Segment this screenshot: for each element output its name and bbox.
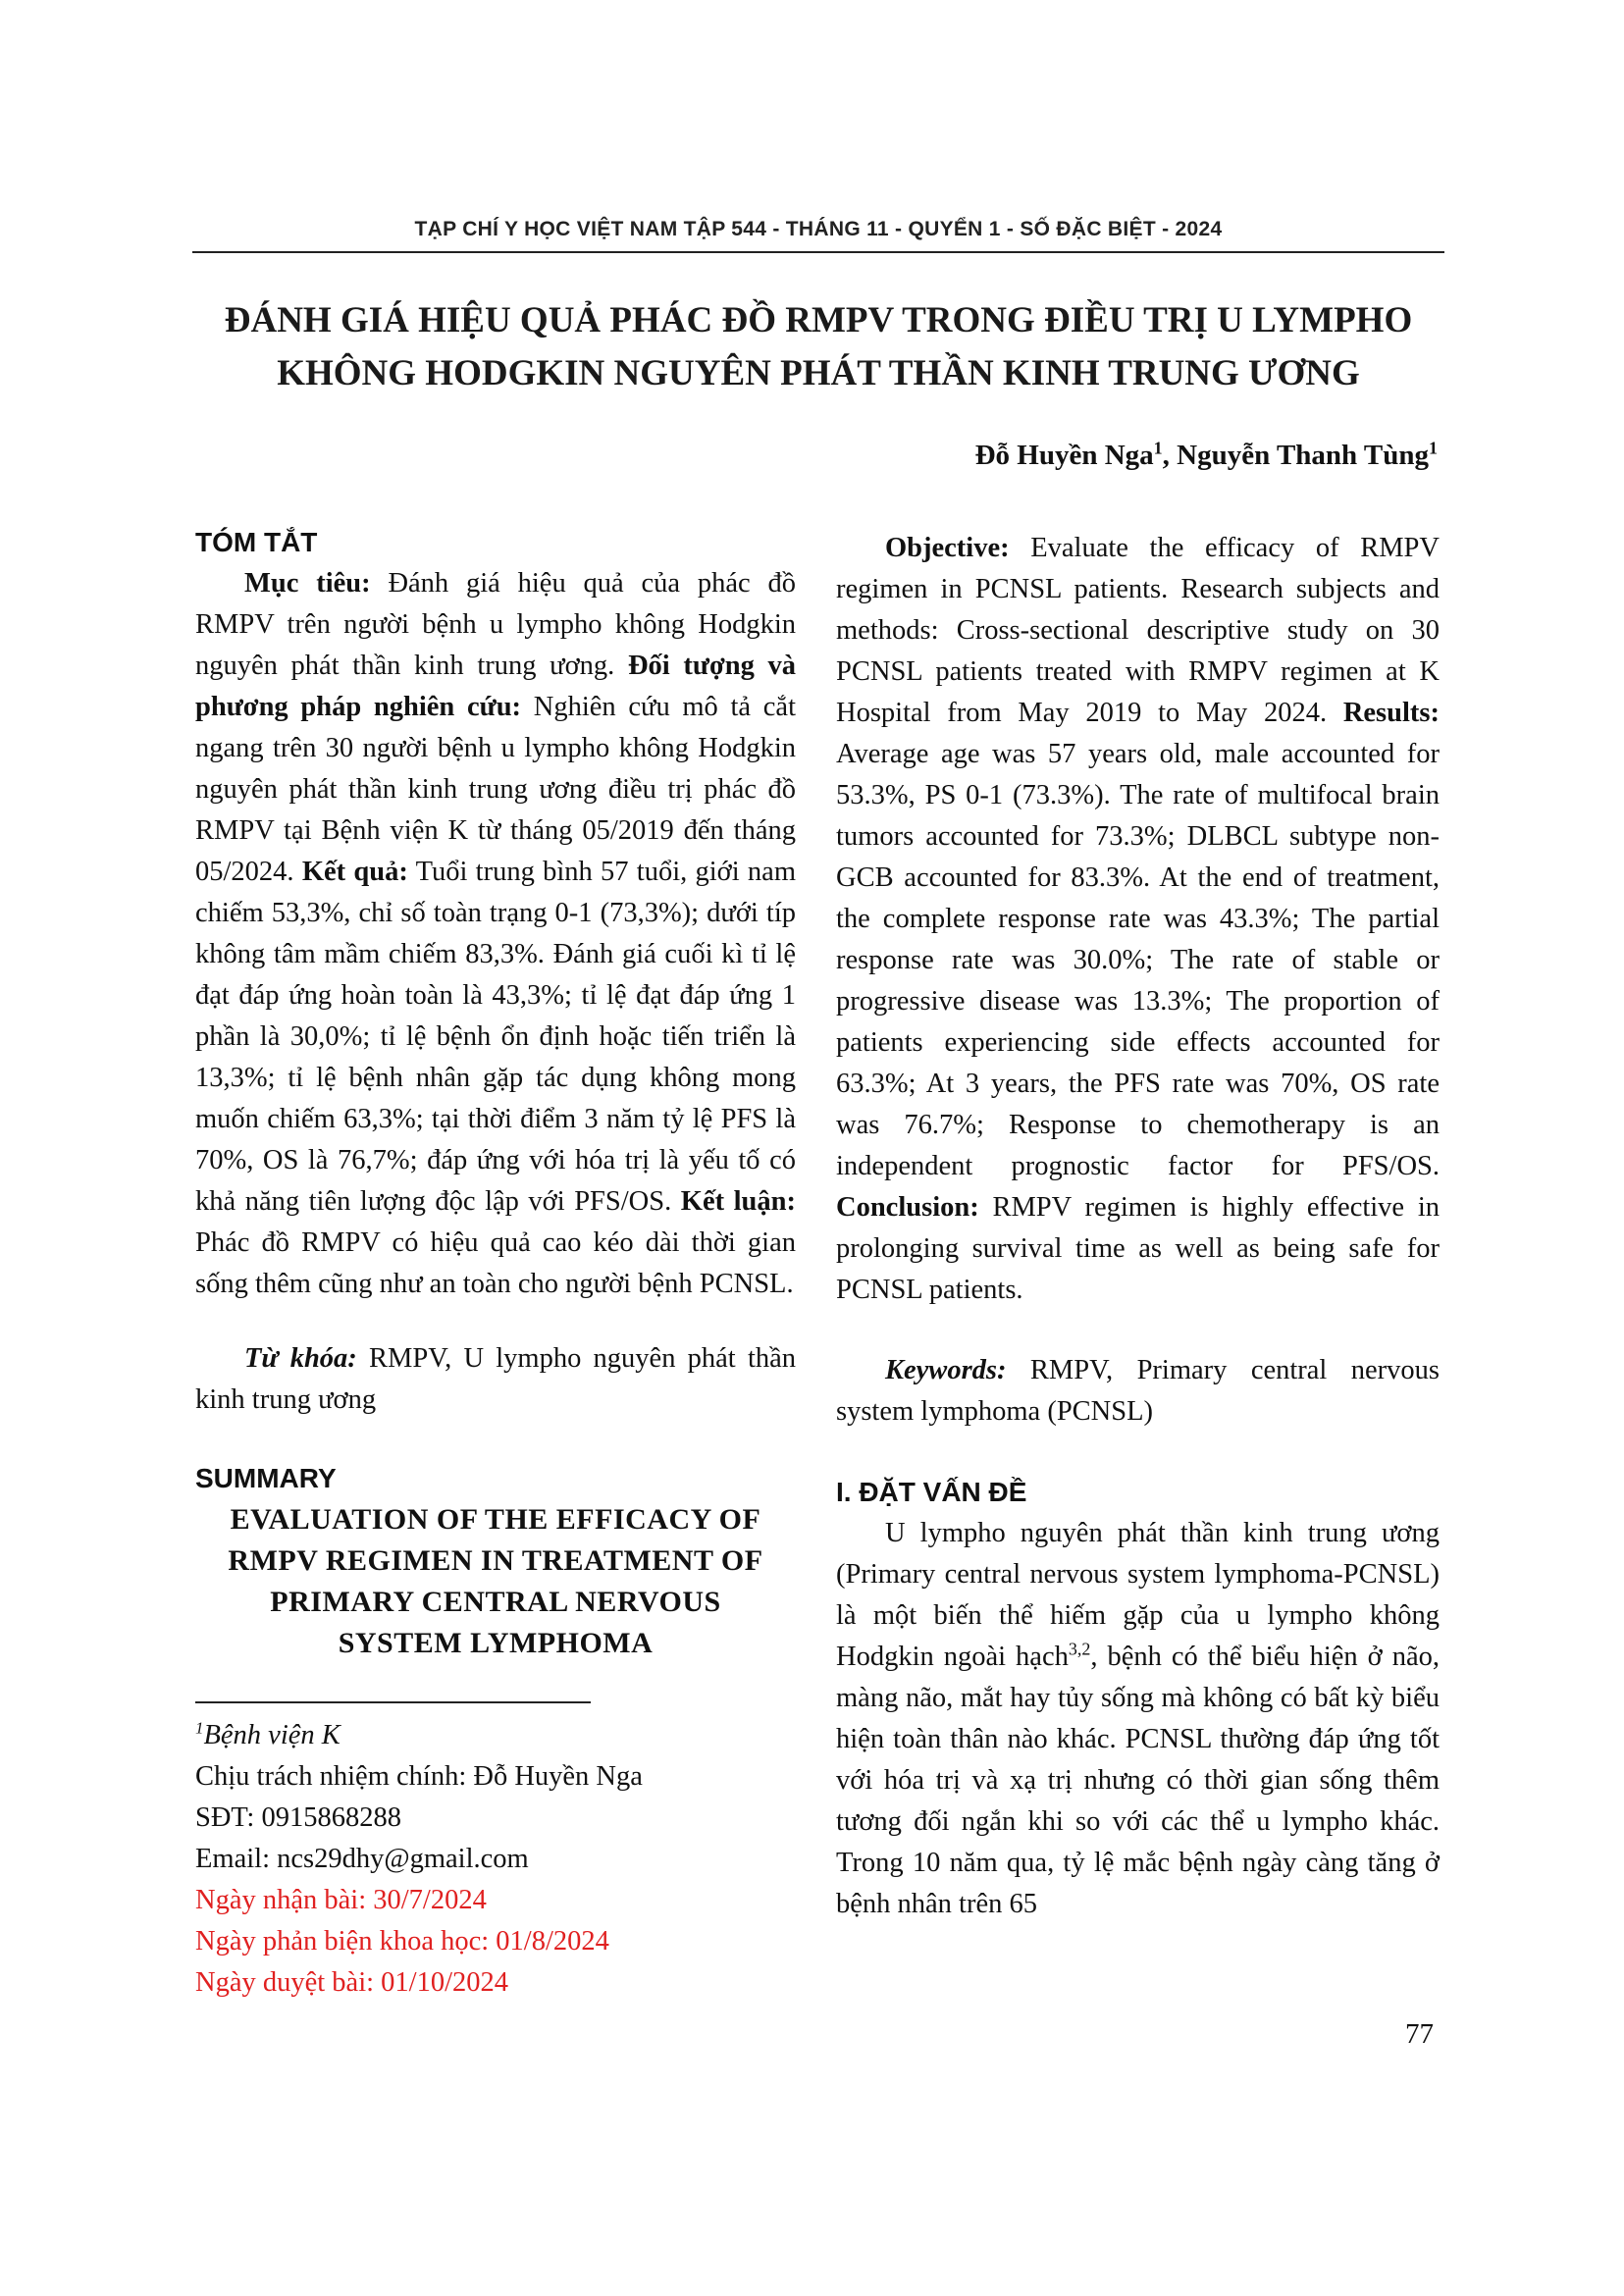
summary-title-line-1: EVALUATION OF THE EFFICACY OF <box>230 1503 761 1536</box>
summary-heading: SUMMARY <box>195 1463 337 1493</box>
tu-khoa-paragraph <box>195 1338 796 1421</box>
title-line-2: KHÔNG HODGKIN NGUYÊN PHÁT THẦN KINH TRUNG ƯƠNG <box>277 353 1360 393</box>
footnote-rule <box>195 1701 591 1703</box>
summary-title-line-4: SYSTEM LYMPHOMA <box>338 1627 654 1659</box>
journal-header: TẠP CHÍ Y HỌC VIỆT NAM TẬP 544 - THÁNG 11 - QUYỂN 1 - SỐ ĐẶC BIỆT - 2024 <box>414 218 1223 240</box>
summary-title-line-2: RMPV REGIMEN IN TREATMENT OF <box>228 1544 763 1577</box>
conclusion-text: RMPV regimen is highly effective in prolonging survival time as well as being safe for PCNSL patients. <box>836 1192 1440 1305</box>
header-rule <box>192 251 1444 253</box>
footnote-affil-text: Bệnh viện K <box>203 1720 341 1750</box>
section-1-text-b: , bệnh có thể biểu hiện ở não, màng não, mắt hay tủy sống mà không có bất kỳ biểu hiện toàn thân nào khác. PCNSL thường đáp ứng tốt với hóa trị và xạ trị nhưng có thời gian sống thêm tương đối ngắn khi so với các thể u lympho khác. Trong 10 năm qua, tỷ lệ mắc bệnh ngày càng tăng ở bệnh nhân trên 65 <box>836 1642 1440 1919</box>
keywords-paragraph <box>836 1350 1440 1433</box>
results-label: Results: <box>1342 698 1440 728</box>
author-2: Nguyễn Thanh Tùng <box>1177 440 1429 471</box>
article-title <box>192 294 1444 400</box>
tu-khoa-text: RMPV, U lympho nguyên phát thần kinh trung ương <box>195 1343 797 1415</box>
keywords-label: Keywords: <box>885 1355 1007 1385</box>
doi-tuong-label: Đối tượng và phương pháp nghiên cứu: <box>195 651 796 722</box>
author-sep: , <box>1162 440 1178 471</box>
tom-tat-heading: TÓM TẮT <box>195 527 318 557</box>
footnote-received: Ngày nhận bài: 30/7/2024 <box>195 1885 487 1915</box>
footnote-affiliation <box>195 1715 341 1756</box>
section-1-ref: 3,2 <box>1068 1639 1091 1659</box>
footnote-email: Email: ncs29dhy@gmail.com <box>195 1844 529 1874</box>
doi-tuong-text: Nghiên cứu mô tả cắt ngang trên 30 người bệnh u lympho không Hodgkin nguyên phát thần kinh trung ương điều trị phác đồ RMPV tại Bệnh viện K từ tháng 05/2019 đến tháng 05/2024. <box>195 692 796 887</box>
section-1-heading: I. ĐẶT VẤN ĐỀ <box>836 1477 1027 1507</box>
footnote-corresponding: Chịu trách nhiệm chính: Đỗ Huyền Nga <box>195 1761 643 1792</box>
objective-text: Evaluate the efficacy of RMPV regimen in PCNSL patients. Research subjects and methods: Cross-sectional descriptive study on 30 PCNSL patients treated with RMPV regimen at K Hospital from May 2019 to May 2024. <box>836 533 1440 728</box>
summary-abstract-paragraph <box>836 528 1440 1311</box>
results-text: Average age was 57 years old, male accounted for 53.3%, PS 0-1 (73.3%). The rate of multifocal brain tumors accounted for 73.3%; DLBCL subtype non-GCB accounted for 83.3%. At the end of treatment, the complete response rate was 43.3%; The partial response rate was 30.0%; The rate of stable or progressive disease was 13.3%; The proportion of patients experiencing side effects accounted for 63.3%; At 3 years, the PFS rate was 70%, OS rate was 76.7%; Response to chemotherapy is an independent prognostic factor for PFS/OS. <box>836 739 1440 1181</box>
muc-tieu-label: Mục tiêu: <box>244 568 371 599</box>
keywords-text: RMPV, Primary central nervous system lymphoma (PCNSL) <box>836 1355 1440 1427</box>
objective-label: Objective: <box>885 533 1010 563</box>
tom-tat-paragraph <box>195 563 796 1305</box>
muc-tieu-text: Đánh giá hiệu quả của phác đồ RMPV trên người bệnh u lympho không Hodgkin nguyên phát thần kinh trung ương. <box>195 568 796 681</box>
section-1-paragraph <box>836 1513 1440 1925</box>
conclusion-label: Conclusion: <box>836 1192 979 1223</box>
author-2-affil: 1 <box>1429 438 1438 458</box>
section-1-text-a: U lympho nguyên phát thần kinh trung ương (Primary central nervous system lymphoma-PCNSL) là một biến thể hiếm gặp của u lympho không Hodgkin ngoài hạch <box>836 1518 1440 1672</box>
tu-khoa-label: Từ khóa: <box>244 1343 357 1374</box>
page-number: 77 <box>1405 2018 1434 2050</box>
authors <box>975 440 1438 472</box>
ket-qua-text: Tuổi trung bình 57 tuổi, giới nam chiếm 53,3%, chỉ số toàn trạng 0-1 (73,3%); dưới típ không tâm mầm chiếm 83,3%. Đánh giá cuối kì tỉ lệ đạt đáp ứng hoàn toàn là 43,3%; tỉ lệ đạt đáp ứng 1 phần là 30,0%; tỉ lệ bệnh ổn định hoặc tiến triển là 13,3%; tỉ lệ bệnh nhân gặp tác dụng không mong muốn chiếm 63,3%; tại thời điểm 3 năm tỷ lệ PFS là 70%, OS là 76,7%; đáp ứng với hóa trị là yếu tố có khả năng tiên lượng độc lập với PFS/OS. <box>195 857 796 1217</box>
footnote-reviewed: Ngày phản biện khoa học: 01/8/2024 <box>195 1926 609 1957</box>
summary-title <box>195 1499 796 1664</box>
title-line-1: ĐÁNH GIÁ HIỆU QUẢ PHÁC ĐỒ RMPV TRONG ĐIỀU TRỊ U LYMPHO <box>224 300 1413 340</box>
author-1-affil: 1 <box>1153 438 1163 458</box>
footnote-phone: SĐT: 0915868288 <box>195 1802 401 1833</box>
footnote-affil-mark: 1 <box>195 1718 204 1738</box>
footnote-accepted: Ngày duyệt bài: 01/10/2024 <box>195 1967 508 1998</box>
author-1: Đỗ Huyền Nga <box>974 440 1154 471</box>
ket-luan-text: Phác đồ RMPV có hiệu quả cao kéo dài thời gian sống thêm cũng như an toàn cho người bệnh PCNSL. <box>195 1227 796 1299</box>
ket-qua-label: Kết quả: <box>301 857 408 887</box>
ket-luan-label: Kết luận: <box>680 1186 796 1217</box>
summary-title-line-3: PRIMARY CENTRAL NERVOUS <box>270 1586 721 1618</box>
